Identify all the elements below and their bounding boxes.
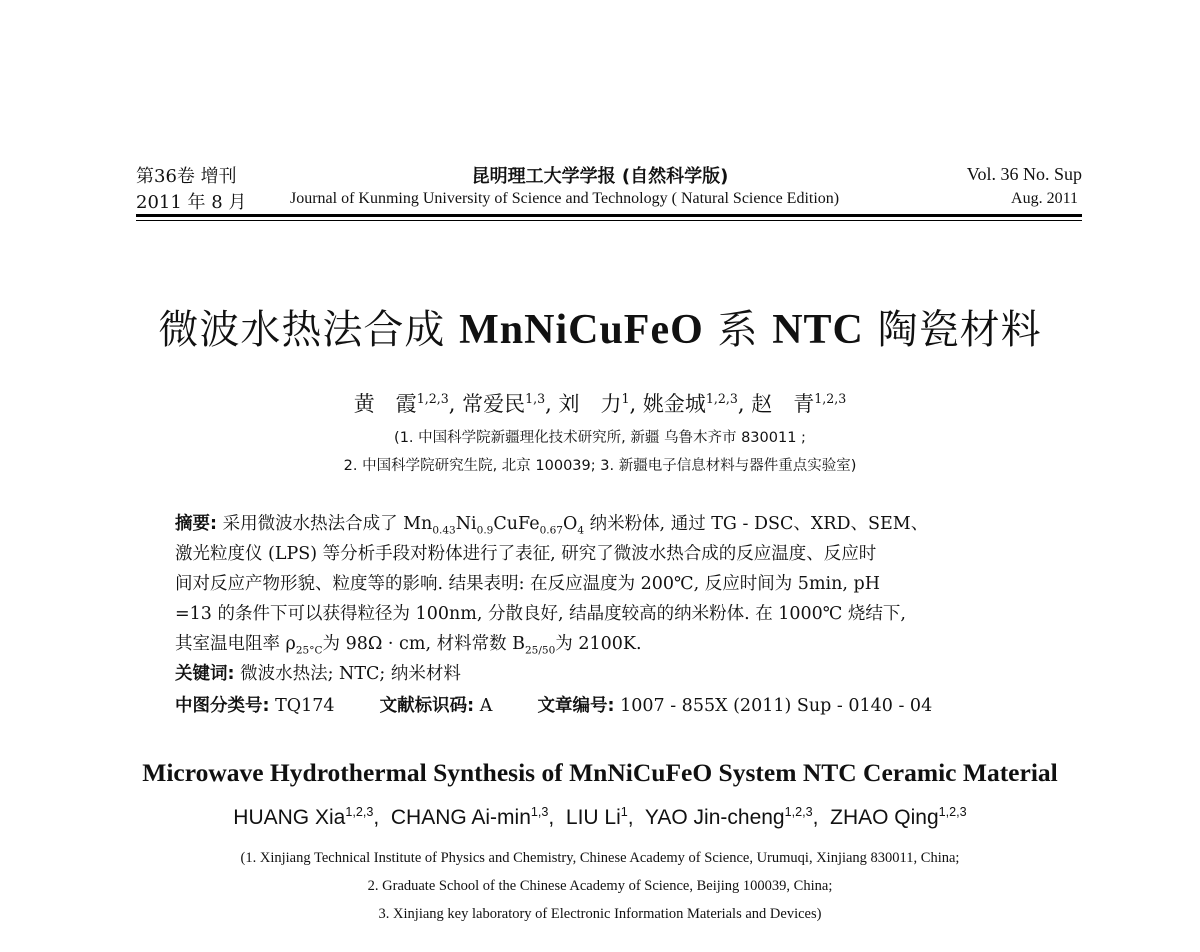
article-number-value: 1007 - 855X (2011) Sup - 0140 - 04	[620, 696, 933, 716]
abstract-line-3: 间对反应产物形貌、粒度等的影响. 结果表明: 在反应温度为 200℃, 反应时间为 5min, pH	[175, 574, 880, 594]
title-latin2: NTC	[772, 307, 864, 353]
date-cn: 2011 年 8 月	[136, 192, 247, 213]
author-en: CHANG $Ai-\min^{1,3}$	[390, 805, 549, 829]
author-cn: 常爱民$^{1,3}$	[462, 391, 546, 416]
authors-en: HUANG Xia$^{1,2,3}$, CHANG $Ai-\min^{1,3}$, LIU Li$^1$, YAO Jin-cheng$^{1,2,3}$, ZHAO Qing$^{1,2,3}$	[233, 805, 967, 829]
title-suffix: 陶瓷材料	[877, 307, 1042, 353]
author-en: LIU Li$^1$	[565, 805, 628, 829]
volume-en: Vol. 36 No. Sup	[966, 164, 1082, 184]
title-latin1: MnNiCuFeO	[459, 307, 704, 353]
author-cn: 赵 青$^{1,2,3}$	[751, 391, 847, 416]
abstract-line-1: 摘要: 采用微波水热法合成了 $Mn_{0.43}Ni_{0.9}CuFe_{0.67}O_4$ 纳米粉体, 通过 TG - DSC、XRD、SEM、	[175, 514, 929, 537]
keywords-text: 微波水热法; NTC; 纳米材料	[240, 664, 461, 684]
journal-en: Journal of Kunming University of Science and Technology ( Natural Science Edition)	[290, 190, 840, 207]
title-mid: 系	[717, 307, 759, 353]
journal-cn: 昆明理工大学学报 (自然科学版)	[471, 166, 729, 187]
affiliation-en-line3: 3. Xinjiang key laboratory of Electronic Information Materials and Devices)	[378, 906, 822, 922]
affiliation-en-line1: (1. Xinjiang Technical Institute of Physics and Chemistry, Chinese Academy of Science, Urumuqi, Xinjiang 830011, China;	[240, 850, 960, 866]
authors-cn: 黄 霞$^{1,2,3}$, 常爱民$^{1,3}$, 刘 力$^1$, 姚金城$^{1,2,3}$, 赵 青$^{1,2,3}$	[353, 391, 847, 416]
affiliation-cn-line2: 2. 中国科学院研究生院, 北京 100039; 3. 新疆电子信息材料与器件重点实验室)	[343, 458, 857, 474]
abstract-line-2: 激光粒度仪 (LPS) 等分析手段对粉体进行了表征, 研究了微波水热合成的反应温度、反应时	[175, 544, 877, 564]
author-cn: 黄 霞$^{1,2,3}$	[353, 391, 449, 416]
clc-value: TQ174	[275, 696, 335, 716]
author-en: ZHAO Qing$^{1,2,3}$	[830, 805, 967, 829]
date-en: Aug. 2011	[1011, 190, 1078, 207]
classification-line: 中图分类号: TQ174 文献标识码: A 文章编号: 1007 - 855X (2011) Sup - 0140 - 04	[175, 696, 933, 716]
author-cn: 刘 力$^1$	[558, 391, 630, 416]
header-rule-thick	[136, 214, 1082, 217]
volume-cn: 第36卷 增刊	[136, 166, 237, 187]
title-prefix: 微波水热法合成	[158, 307, 446, 353]
author-en: HUANG Xia$^{1,2,3}$	[233, 805, 374, 829]
paper-title-en: Microwave Hydrothermal Synthesis of MnNiCuFeO System NTC Ceramic Material	[142, 758, 1058, 787]
header-rule-thin	[136, 220, 1082, 221]
abstract-label: 摘要:	[175, 514, 217, 534]
affiliation-cn-line1: (1. 中国科学院新疆理化技术研究所, 新疆 乌鲁木齐市 830011 ;	[394, 430, 806, 446]
keywords-cn	[175, 660, 461, 688]
keywords-label: 关键词:	[175, 664, 235, 684]
author-cn: 姚金城$^{1,2,3}$	[642, 391, 738, 416]
abstract-line-4: =13 的条件下可以获得粒径为 100nm, 分散良好, 结晶度较高的纳米粉体. 在 1000℃ 烧结下,	[175, 604, 906, 624]
doc-code-value: A	[479, 696, 493, 716]
paper-title-cn	[0, 298, 1200, 355]
affiliation-en-line2: 2. Graduate School of the Chinese Academy of Science, Beijing 100039, China;	[367, 878, 833, 894]
abstract-line-5: 其室温电阻率 $\rho_{25^\circ C}$为 98Ω · cm, 材料常数 $B_{25/50}$为 2100K.	[175, 634, 642, 657]
author-en: YAO Jin-cheng$^{1,2,3}$	[644, 805, 813, 829]
